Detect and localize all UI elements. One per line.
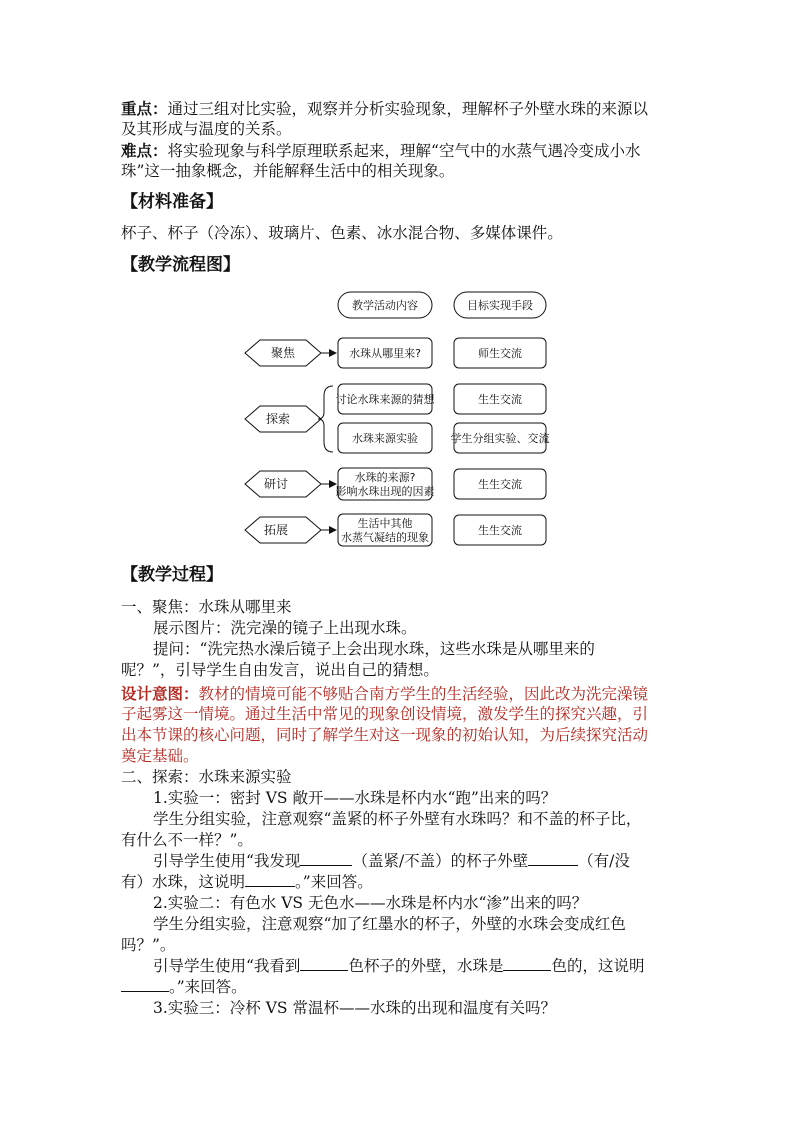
e1-p2b-part2: 。”来回答。 xyxy=(295,873,373,891)
section1-title: 一、聚焦：水珠从哪里来 xyxy=(121,598,292,616)
design-intent-line2: 子起雾这一情境。通过生活中常见的现象创设情境，激发学生的探究兴趣，引 xyxy=(121,705,649,723)
experiment3-title: 3.实验三：冷杯 VS 常温杯——水珠的出现和温度有关吗？ xyxy=(153,999,556,1017)
design-intent-line4: 奠定基础。 xyxy=(121,747,199,765)
stage-explore-label: 探索 xyxy=(265,412,291,426)
experiment1-p2-line1 xyxy=(153,851,630,872)
difficulty-text: 将实验现象与科学原理联系起来，理解“空气中的水蒸气遇冷变成小水 xyxy=(167,142,641,160)
experiment2-p1-line1: 学生分组实验，注意观察“加了红墨水的杯子，外壁的水珠会变成红色 xyxy=(153,915,626,933)
col2-header xyxy=(454,292,546,318)
e1-p2a-part3: （有/没 xyxy=(578,852,630,870)
fill-blank xyxy=(528,851,578,866)
means-4-label: 生生交流 xyxy=(478,478,522,491)
e1-p2b-part1: 有）水珠，这说明 xyxy=(121,873,246,891)
experiment1-p1-line1: 学生分组实验，注意观察“盖紧的杯子外壁有水珠吗？和不盖的杯子比， xyxy=(153,810,642,828)
means-1-label: 师生交流 xyxy=(478,347,522,360)
section1-p2-line2: 呢？”，引导学生自由发言，说出自己的猜想。 xyxy=(121,661,439,679)
difficulty-label: 难点： xyxy=(121,141,168,160)
experiment1-p2-line2 xyxy=(121,872,373,893)
e2-p2a-part2: 色杯子的外壁，水珠是 xyxy=(348,957,504,975)
stage-extend xyxy=(245,517,321,543)
means-box-4 xyxy=(454,469,546,499)
stage-discuss xyxy=(245,471,321,497)
fill-blank xyxy=(245,872,295,887)
means-5-label: 生生交流 xyxy=(478,524,522,537)
stage-focus-label: 聚焦 xyxy=(270,346,296,360)
e2-p2a-part3: 色的，这说明 xyxy=(551,957,645,975)
activity-5-line1: 生活中其他 xyxy=(357,517,413,530)
means-box-2 xyxy=(454,384,546,414)
col1-header-label: 教学活动内容 xyxy=(352,299,418,312)
key-points-label: 重点： xyxy=(121,99,168,118)
section2-title: 二、探索：水珠来源实验 xyxy=(121,768,292,786)
stage-discuss-label: 研讨 xyxy=(263,477,289,491)
key-points-line2: 及其形成与温度的关系。 xyxy=(121,120,292,138)
difficulty-line2: 珠”这一抽象概念，并能解释生活中的相关现象。 xyxy=(121,162,455,180)
col1-header xyxy=(338,292,432,318)
experiment1-p1-line2: 有什么不一样？”。 xyxy=(121,831,253,849)
activity-5-line2: 水蒸气凝结的现象 xyxy=(341,531,429,544)
activity-4-line1: 水珠的来源? xyxy=(354,471,416,484)
experiment2-p2-line1 xyxy=(153,956,644,977)
experiment1-title: 1.实验一：密封 VS 敞开——水珠是杯内水“跑”出来的吗？ xyxy=(153,789,557,807)
e1-p2a-part1: 引导学生使用“我发现 xyxy=(153,852,301,870)
stage-focus xyxy=(245,340,321,366)
design-intent-text1: 教材的情境可能不够贴合南方学生的生活经验，因此改为洗完澡镜 xyxy=(198,685,649,703)
e1-p2a-part2: （盖紧/不盖）的杯子外壁 xyxy=(352,852,529,870)
fill-blank xyxy=(300,956,348,971)
flowchart-heading: 【教学流程图】 xyxy=(121,255,240,275)
fill-blank xyxy=(121,977,169,992)
materials-text: 杯子、杯子（冷冻）、玻璃片、色素、冰水混合物、多媒体课件。 xyxy=(121,224,563,242)
means-box-5 xyxy=(454,515,546,545)
means-box-3 xyxy=(451,423,550,453)
means-3-label: 学生分组实验、交流 xyxy=(450,432,550,445)
fill-blank xyxy=(300,851,352,866)
experiment2-title: 2.实验二：有色水 VS 无色水——水珠是杯内水“渗”出来的吗？ xyxy=(153,894,588,912)
activity-box-4 xyxy=(336,468,435,500)
materials-heading: 【材料准备】 xyxy=(121,192,223,212)
activity-4-line2: 影响水珠出现的因素 xyxy=(335,485,435,498)
section1-p2-line1: 提问：“洗完热水澡后镜子上会出现水珠，这些水珠是从哪里来的 xyxy=(153,640,595,658)
fill-blank xyxy=(503,956,551,971)
col2-header-label: 目标实现手段 xyxy=(467,299,533,312)
brace-explore xyxy=(318,386,333,452)
experiment2-p2-line2 xyxy=(121,977,247,998)
e2-p2b-text: 。”来回答。 xyxy=(169,978,247,996)
design-intent-label: 设计意图： xyxy=(121,684,199,703)
process-heading: 【教学过程】 xyxy=(121,565,223,585)
means-box-1 xyxy=(454,338,546,368)
e2-p2a-part1: 引导学生使用“我看到 xyxy=(153,957,301,975)
stage-extend-label: 拓展 xyxy=(263,523,289,537)
activity-1-line1: 水珠从哪里来? xyxy=(349,347,421,360)
activity-box-3 xyxy=(338,423,432,453)
teaching-flowchart xyxy=(0,0,793,560)
key-points-text: 通过三组对比实验，观察并分析实验现象，理解杯子外壁水珠的来源以 xyxy=(167,100,649,118)
design-intent-line1 xyxy=(121,683,648,705)
activity-box-5 xyxy=(338,514,432,546)
stage-explore xyxy=(245,406,321,432)
activity-3-line1: 水珠来源实验 xyxy=(352,432,418,445)
activity-2-line1: 讨论水珠来源的猜想 xyxy=(335,393,435,406)
means-2-label: 生生交流 xyxy=(478,393,522,406)
activity-box-2 xyxy=(336,384,436,414)
experiment2-p1-line2: 吗？”。 xyxy=(121,936,176,954)
design-intent-line3: 出本节课的核心问题，同时了解学生对这一现象的初始认知，为后续探究活动 xyxy=(121,726,649,744)
section1-p1: 展示图片：洗完澡的镜子上出现水珠。 xyxy=(153,619,417,637)
activity-box-1 xyxy=(338,338,432,368)
